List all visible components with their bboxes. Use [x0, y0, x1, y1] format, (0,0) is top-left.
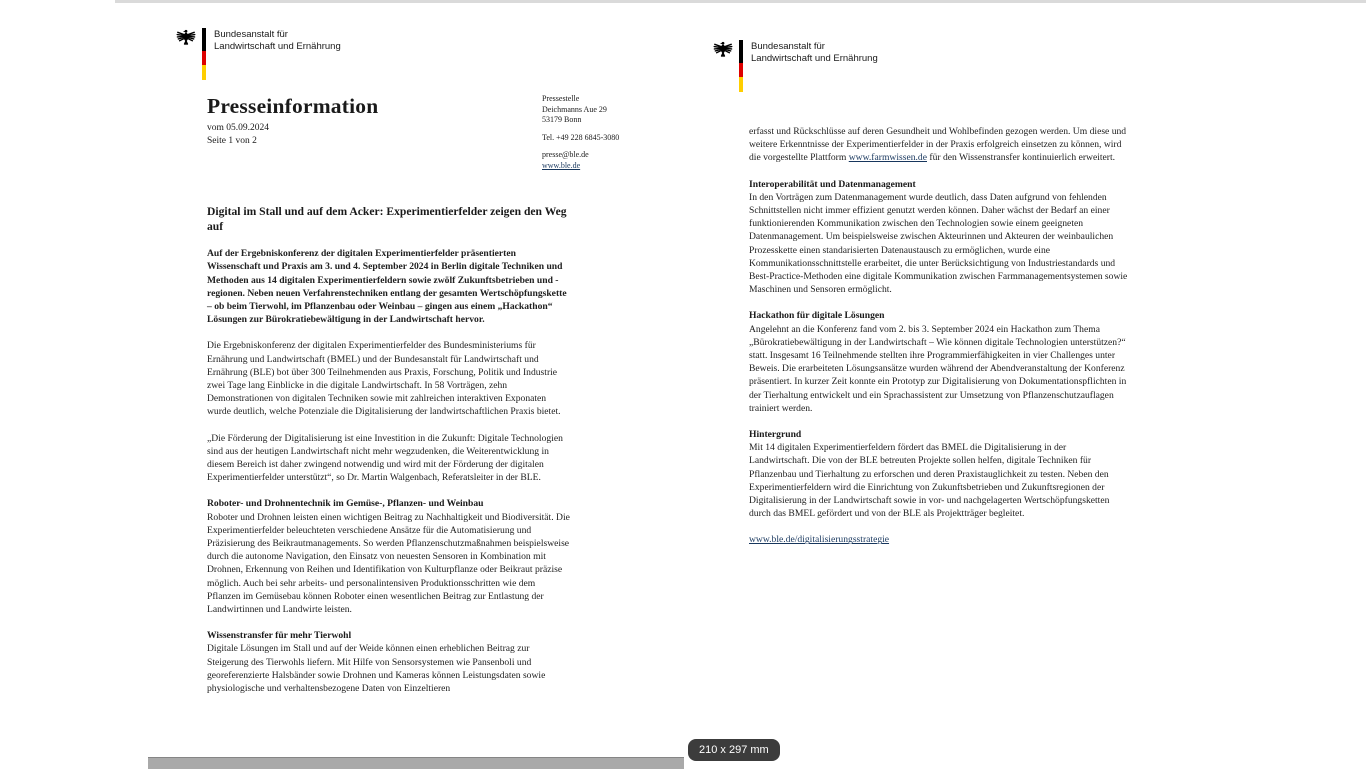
page-size-tooltip: 210 x 297 mm: [688, 739, 780, 761]
viewer-top-rule: [115, 0, 1366, 3]
federal-eagle-icon: [712, 39, 734, 61]
black-red-gold-bar-icon: [739, 40, 743, 92]
press-release-headline: Digital im Stall und auf dem Acker: Experimentierfelder zeigen den Weg auf: [207, 205, 567, 233]
black-red-gold-bar-icon: [202, 28, 206, 80]
section-body-background: Mit 14 digitalen Experimentierfeldern fördert das BMEL die Digitalisierung in der Landwirtschaft. Die von der BLE betreuten Projekte sollen helfen, digitale Techniken für Pflanzenbau und Tierhaltung zu erforschen und deren Praxistauglichkeit zu testen. Neben den Experimentierfeldern wird die Einrichtung von Zukunftsbetrieben und Zukunftsregionen der Digitalisierung in der Landwirtschaft sowie in vor- und nachgelagerten Wertschöpfungsketten durch das BMEL gefördert und von der BLE als Projektträger begleitet.: [749, 442, 1110, 520]
document-meta: [207, 122, 269, 148]
section-title-background: Hintergrund: [749, 429, 802, 441]
contact-website-link[interactable]: www.ble.de: [542, 160, 581, 170]
page1-text-column: [207, 205, 571, 708]
org-name-line2: Landwirtschaft und Ernährung: [751, 52, 878, 64]
org-name-line1: Bundesanstalt für: [214, 29, 288, 40]
viewer-page-gap-strip: [148, 757, 684, 769]
continuation-text-post: für den Wissenstransfer kontinuierlich erweitert.: [927, 152, 1116, 164]
contact-email: presse@ble.de: [542, 150, 589, 159]
section-body-hackathon: Angelehnt an die Konferenz fand vom 2. bis 3. September 2024 ein Hackathon zum Thema „Bürokratiebewältigung in der Landwirtschaft – Wie können digitale Technologien unterstützen?“ statt. Insgesamt 16 Teilnehmende stellten ihre Programmierfähigkeiten in vier Challenges unter Beweis. Die erarbeiteten Lösungsansätze wurden während der Abendveranstaltung der Konferenz präsentiert. In kurzer Zeit konnte ein Prototyp zur Digitalisierung von Dokumentationspflichten in der Tierhaltung entwickelt und ein Sprachassistent zur Umsetzung von Pflanzenschutzauflagen trainiert werden.: [749, 323, 1127, 414]
federal-eagle-icon: [175, 27, 197, 49]
ble-letterhead-logo: [175, 28, 341, 80]
farmwissen-link[interactable]: www.farmwissen.de: [848, 152, 927, 164]
contact-city: 53179 Bonn: [542, 115, 582, 124]
section-body-knowledge-transfer: Digitale Lösungen im Stall und auf der Weide können einen erheblichen Beitrag zur Steigerung des Tierwohls liefern. Mit Hilfe von Sensorsystemen wie Pansenboli und georeferenzierte Halsbänder sowie Drohnen und Kameras können Leistungsdaten sowie physiologische und verhaltensbezogene Daten von Einzeltieren: [207, 643, 546, 695]
quote-paragraph: „Die Förderung der Digitalisierung ist eine Investition in die Zukunft: Digitale Technologien sind aus der heutigen Landwirtschaft nicht mehr wegzudenken, die Weiterentwicklung in diesem Bereich ist daher zwingend notwendig und wird mit der Förderung der digitalen Experimentierfelder unterstützt“, so Dr. Martin Walgenbach, Referatsleiter in der BLE.: [207, 432, 563, 484]
press-contact-block: [542, 94, 667, 178]
section-body-interoperability: In den Vorträgen zum Datenmanagement wurde deutlich, dass Daten aufgrund von fehlenden Schnittstellen nicht immer effizient genutzt werden können. Daher wächst der Bedarf an einer funktionierenden Kommunikation zwischen den Technologien sowie einem geeigneten Datenmanagement. Um beispielsweise zwischen Akteurinnen und Akteuren der weinbaulichen Prozesskette einen standarisierten Datenaustausch zu ermöglichen, wurde eine Kommunikationsschnittstelle erarbeitet, die unter Berücksichtigung von Industriestandards und Best-Practice-Methoden eine digitale Kommunikation zwischen Farmmanagementsystemen sowie Maschinen und Sensoren ermöglicht.: [749, 191, 1128, 296]
section-title-hackathon: Hackathon für digitale Lösungen: [749, 310, 885, 322]
continuation-text-pre: erfasst und Rückschlüsse auf deren Gesundheit und Wohlbefinden gezogen werden. Um diese und weitere Erkenntnisse der Experimentierfelder in der Praxis erfolgreich einsetzen zu können, wird die vorgestellte Plattform: [749, 126, 1127, 164]
lead-paragraph: Auf der Ergebniskonferenz der digitalen Experimentierfelder präsentierten Wissenschaft und Praxis am 3. und 4. September 2024 in Berlin digitale Techniken und Methoden aus 14 digitalen Experimentierfeldern sowie zwölf Zukunftsbetrieben und -regionen. Neben neuen Verfahrenstechniken entlang der gesamten Wertschöpfungskette – ob beim Tierwohl, im Pflanzenbau oder Weinbau – gingen aus einem „Hackathon“ Lösungen zur Bürokratiebewältigung in der Landwirtschaft hervor.: [207, 248, 567, 326]
digitalisierungsstrategie-link[interactable]: www.ble.de/digitalisierungsstrategie: [749, 534, 890, 546]
continuation-paragraph: [749, 125, 1128, 165]
contact-phone: Tel. +49 228 6845-3080: [542, 132, 620, 142]
date-line: vom 05.09.2024: [207, 123, 270, 133]
page2-text-column: [749, 125, 1128, 547]
contact-dept: Pressestelle: [542, 94, 580, 103]
document-page-1: [148, 8, 676, 755]
document-title: Presseinformation: [207, 94, 379, 118]
org-name: [751, 40, 878, 64]
section-title-robotics: Roboter- und Drohnentechnik im Gemüse-, Pflanzen- und Weinbau: [207, 498, 484, 510]
page-count-line: Seite 1 von 2: [207, 136, 257, 146]
ble-letterhead-logo-page2: [712, 40, 878, 92]
contact-street: Deichmanns Aue 29: [542, 104, 607, 114]
document-page-2: [685, 20, 1213, 768]
org-name-line2: Landwirtschaft und Ernährung: [214, 40, 341, 52]
section-title-interoperability: Interoperabilität und Datenmanagement: [749, 178, 916, 190]
section-body-robotics: Roboter und Drohnen leisten einen wichtigen Beitrag zu Nachhaltigkeit und Biodiversität. Die Experimentierfelder beleuchteten verschiedene Ansätze für die Automatisierung und Präzisierung des Beikrautmanagements. So werden Pflanzenschutzmaßnahmen beispielsweise durch die autonome Navigation, den Einsatz von neuesten Sensoren in Kombination mit Drohnen, Erkennung von Reihen und Identifikation von Kulturpflanze oder Beikraut präzise möglich. Auch bei sehr arbeits- und personalintensiven Produktionsschritten wie dem Pflanzen im Gemüsebau können Roboter einen wesentlichen Beitrag zur Entlastung der Landwirtinnen und Landwirte leisten.: [207, 511, 570, 616]
section-title-knowledge-transfer: Wissenstransfer für mehr Tierwohl: [207, 630, 352, 642]
body-paragraph-1: Die Ergebniskonferenz der digitalen Experimentierfelder des Bundesministeriums für Ernährung und Landwirtschaft (BMEL) und der Bundesanstalt für Landwirtschaft und Ernährung (BLE) bot über 300 Teilnehmenden aus Praxis, Forschung, Politik und Industrie zwei Tage lang Einblicke in die digitale Landwirtschaft. In 58 Vorträgen, zehn Demonstrationen von digitalen Techniken sowie mit zahlreichen interaktiven Exponaten wurde deutlich, welche Potenziale die Digitalisierung der landwirtschaftlichen Praxis bietet.: [207, 340, 561, 418]
org-name-line1: Bundesanstalt für: [751, 41, 825, 52]
org-name: [214, 28, 341, 52]
